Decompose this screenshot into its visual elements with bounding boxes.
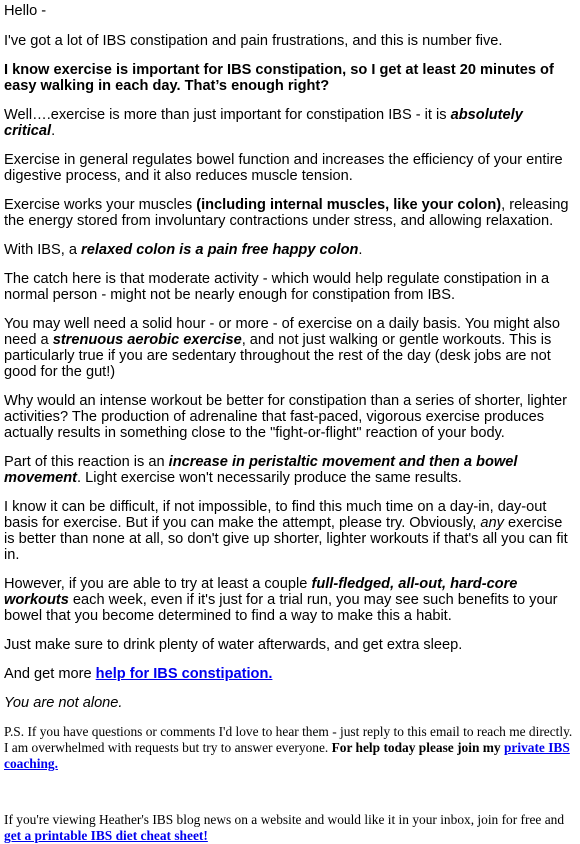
ibs-constipation-help-link[interactable]: help for IBS constipation. <box>95 666 273 682</box>
ps-paragraph <box>4 724 576 772</box>
paragraph-peristaltic <box>4 454 576 486</box>
paragraph-hardcore <box>4 576 576 624</box>
text-run: . Light exercise won't necessarily produce the same results. <box>77 470 462 486</box>
bold-text: (including internal muscles, like your colon) <box>196 197 502 213</box>
text-run: You may well need a solid hour - or more - of exercise on a daily basis. You might also need a <box>4 316 560 348</box>
greeting: Hello - <box>4 3 47 19</box>
paragraph-not-alone <box>4 695 576 711</box>
cheat-sheet-link[interactable]: get a printable IBS diet cheat sheet! <box>4 828 208 843</box>
paragraph-get-help <box>4 666 576 682</box>
paragraph-critical <box>4 107 576 139</box>
emphasis-text: full-fledged, all-out, hard-core workouts <box>4 576 518 608</box>
italic-text: any <box>480 515 504 531</box>
text-run: , releasing the energy stored from involuntary contractions under stress, and allowing relaxation. <box>4 197 569 229</box>
text-run: If you're viewing Heather's IBS blog news on a website and would like it in your inbox, join for free and <box>4 812 565 827</box>
question-text: I know exercise is important for IBS constipation, so I get at least 20 minutes of easy walking in each day. That’s enough right? <box>4 62 554 94</box>
paragraph-difficult <box>4 499 576 563</box>
italic-text: You are not alone. <box>4 695 123 711</box>
bold-text: For help today please join my <box>331 740 504 755</box>
text-run: . <box>358 242 363 258</box>
paragraph-solid-hour <box>4 316 576 380</box>
footer-paragraph <box>4 812 576 844</box>
text-run: With IBS, a <box>4 242 82 258</box>
text-run: I know it can be difficult, if not impossible, to find this much time on a day-in, day-out basis for exercise. But if you can make the attempt, please try. Obviously, <box>4 499 547 531</box>
private-coaching-link[interactable]: private IBS coaching. <box>4 740 570 771</box>
paragraph-water: Just make sure to drink plenty of water afterwards, and get extra sleep. <box>4 637 463 653</box>
text-run: , and not just walking or gentle workouts. This is particularly true if you are sedentary throughout the rest of the day (desk jobs are not good for the gut!) <box>4 332 552 380</box>
paragraph-regulates: Exercise in general regulates bowel function and increases the efficiency of your entire digestive process, and it also reduces muscle tension. <box>4 152 563 184</box>
paragraph-intense-workout: Why would an intense workout be better for constipation than a series of shorter, lighter activities? The production of adrenaline that fast-paced, vigorous exercise produces actually results in something close to the "fight-or-flight" reaction of your body. <box>4 393 567 441</box>
text-run: However, if you are able to try at least a couple <box>4 576 312 592</box>
emphasis-text: strenuous aerobic exercise <box>52 332 242 348</box>
paragraph-catch: The catch here is that moderate activity - which would help regulate constipation in a normal person - might not be nearly enough for constipation from IBS. <box>4 271 550 303</box>
emphasis-text: relaxed colon is a pain free happy colon <box>81 242 359 258</box>
text-run: each week, even if it's just for a trial run, you may see such benefits to your bowel that you become determined to find a way to make this a habit. <box>4 592 558 624</box>
text-run: And get more <box>4 666 96 682</box>
emphasis-text: increase in peristaltic movement and then a bowel movement <box>4 454 518 486</box>
emphasis-text: absolutely critical <box>4 107 523 139</box>
text-run: P.S. If you have questions or comments I'd love to hear them - just reply to this email to reach me directly. I am overwhelmed with requests but try to answer everyone. <box>4 724 573 755</box>
paragraph-relaxed-colon <box>4 242 576 258</box>
text-run: exercise is better than none at all, so don't give up shorter, lighter workouts if that's all you can fit in. <box>4 515 568 563</box>
text-run: Part of this reaction is an <box>4 454 169 470</box>
text-run: Exercise works your muscles <box>4 197 197 213</box>
paragraph-muscles <box>4 197 576 229</box>
text-run: . <box>51 123 56 139</box>
question-paragraph <box>4 62 576 94</box>
intro-paragraph: I've got a lot of IBS constipation and pain frustrations, and this is number five. <box>4 33 503 49</box>
text-run: Well….exercise is more than just important for constipation IBS - it is <box>4 107 451 123</box>
